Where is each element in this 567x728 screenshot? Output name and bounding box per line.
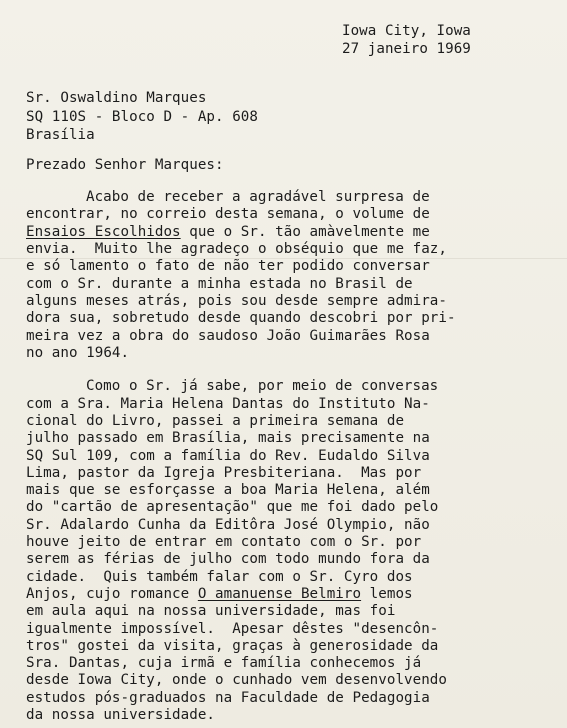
text-line: em aula aqui na nossa universidade, mas foi: [26, 603, 396, 620]
text-line: houve jeito de entrar em contato com o Sr. por: [26, 534, 422, 551]
text-line: e só lamento o fato de não ter podido conversar: [26, 258, 430, 275]
text-line: mais que se esforçasse a boa Maria Helena, além: [26, 482, 430, 499]
text-line: envia. Muito lhe agradeço o obséquio que me faz,: [26, 241, 447, 258]
book-title-ensaios: Ensaios Escolhidos: [26, 223, 181, 240]
text-line: do "cartão de apresentação" que me foi dado pelo: [26, 499, 439, 516]
text-line: tros" gostei da visita, graças à generosidade da: [26, 637, 439, 654]
text-line: encontrar, no correio desta semana, o volume de: [26, 206, 430, 223]
text-line: no ano 1964.: [26, 344, 130, 361]
text-line: igualmente impossível. Apesar dêstes "desencôn-: [26, 620, 439, 637]
text-line: desde Iowa City, onde o cunhado vem desenvolvendo: [26, 672, 447, 689]
text-line: cidade. Quis também falar com o Sr. Cyro dos: [26, 568, 413, 585]
text-fragment: lemos: [361, 585, 413, 602]
text-line: Sra. Dantas, cuja irmã e família conhecemos já: [26, 655, 422, 672]
text-line: julho passado em Brasília, mais precisamente na: [26, 430, 430, 447]
text-line: com a Sra. Maria Helena Dantas do Instituto Na-: [26, 395, 430, 412]
text-line: Sr. Adalardo Cunha da Editôra José Olympio, não: [26, 516, 430, 533]
text-line: Como o Sr. já sabe, por meio de conversas: [86, 378, 439, 395]
text-line: meira vez a obra do saudoso João Guimarães Rosa: [26, 327, 430, 344]
text-line: com o Sr. durante a minha estada no Brasil de: [26, 275, 413, 292]
text-line: SQ Sul 109, com a família do Rev. Eudaldo Silva: [26, 447, 430, 464]
text-line: da nossa universidade.: [26, 707, 216, 723]
book-title-amanuense: O amanuense Belmiro: [197, 585, 362, 602]
recipient-city: Brasília: [26, 126, 95, 143]
text-line: estudos pós-graduados na Faculdade de Pedagogia: [26, 689, 430, 706]
letter-place: Iowa City, Iowa: [342, 23, 471, 39]
recipient-address: SQ 110S - Bloco D - Ap. 608: [26, 108, 258, 125]
text-fragment: que o Sr. tão amàvelmente me: [180, 223, 430, 240]
text-fragment: Anjos, cujo romance: [26, 585, 198, 602]
text-line: dora sua, sobretudo desde quando descobri por pri-: [26, 310, 456, 327]
text-line: [26, 225, 430, 239]
letter-date: 27 janeiro 1969: [342, 41, 471, 58]
text-line: Lima, pastor da Igreja Presbiteriana. Mas por: [26, 464, 422, 481]
text-line: Acabo de receber a agradável surpresa de: [86, 189, 430, 206]
text-line: alguns meses atrás, pois sou desde sempre admira-: [26, 292, 447, 309]
text-line: [26, 587, 413, 601]
text-line: cional do Livro, passei a primeira semana de: [26, 413, 405, 430]
recipient-name: Sr. Oswaldino Marques: [26, 90, 207, 107]
salutation: Prezado Senhor Marques:: [26, 156, 224, 173]
text-line: serem as férias de julho com todo mundo fora da: [26, 551, 430, 568]
